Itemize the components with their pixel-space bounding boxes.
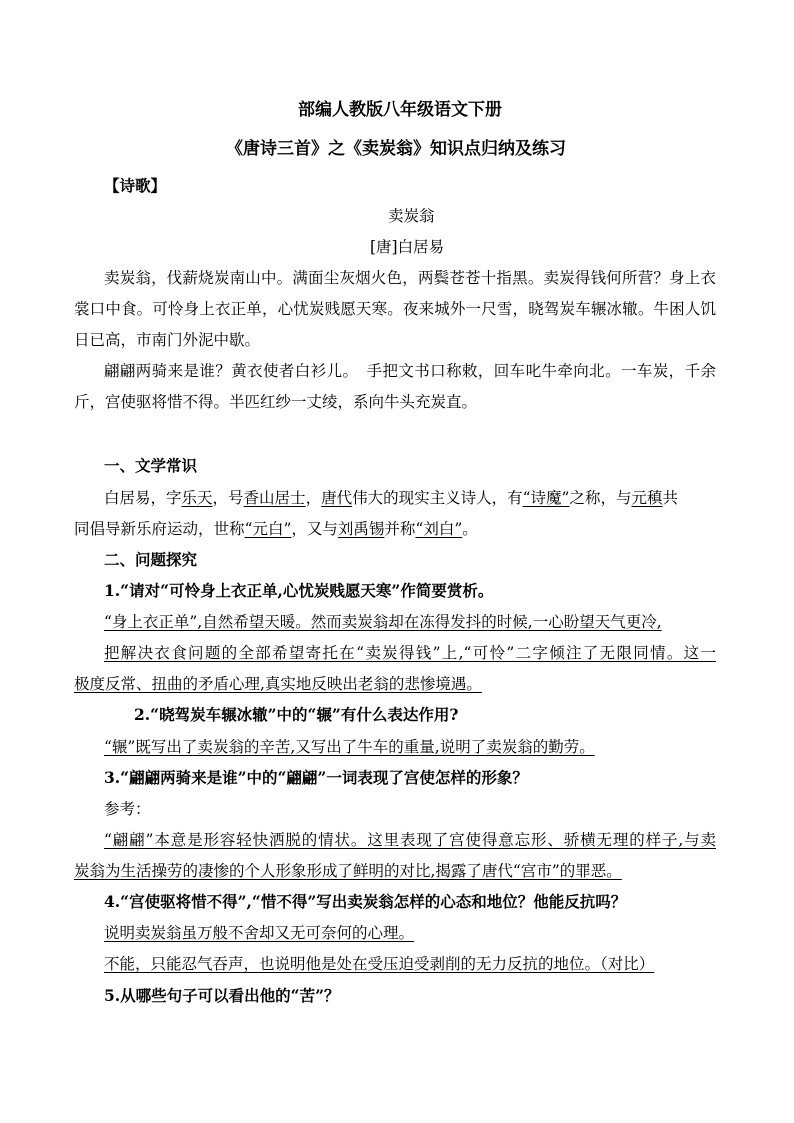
- doc-title: 部编人教版八年级语文下册: [298, 100, 502, 120]
- text-run: ，号: [212, 489, 244, 507]
- text-run: 白居易，字: [104, 489, 182, 507]
- text-run: 。: [462, 520, 478, 538]
- poem-title: 卖炭翁: [388, 207, 435, 225]
- poem-line: 卖炭翁，伐薪烧炭南山中。满面尘灰烟火色，两鬓苍苍十指黑。卖炭得钱何所营？身上衣: [104, 269, 716, 287]
- answer-blank: 唐代: [321, 489, 353, 507]
- answer-1-line: 把解决衣食问题的全部希望寄托在“卖炭得钱”上,“可怜”二字倾注了无限同情。这一: [104, 644, 716, 662]
- answer-blank: “刘白”: [415, 520, 463, 538]
- section-2-heading: 二、问题探究: [104, 550, 198, 569]
- answer-blank: 刘禹锡: [337, 520, 385, 538]
- answer-4-line: 不能，只能忍气吞声，也说明他是处在受压迫受剥削的无力反抗的地位。（对比）: [104, 955, 655, 973]
- answer-blank: “元白”: [244, 520, 292, 538]
- answer-3-line: 炭翁为生活操劳的凄惨的个人形象形成了鲜明的对比,揭露了唐代“宫市”的罪恶。: [74, 862, 622, 880]
- question-1: 1.“请对“可怜身上衣正单,心忧炭贱愿天寒”作简要赏析。: [104, 581, 494, 600]
- question-4: 4.“宫使驱将惜不得”,“惜不得”写出卖炭翁怎样的心态和地位？他能反抗吗？: [104, 892, 627, 911]
- doc-subtitle: 《唐诗三首》之《卖炭翁》知识点归纳及练习: [226, 139, 566, 159]
- text-run: 共: [662, 489, 679, 507]
- answer-4-line: 说明卖炭翁虽万般不舍却又无可奈何的心理。: [104, 924, 415, 942]
- question-5: 5.从哪些句子可以看出他的“苦”？: [104, 986, 340, 1005]
- poem-author: [唐]白居易: [370, 238, 445, 256]
- answer-blank: 香山居士: [243, 489, 306, 507]
- section-1-heading: 一、文学常识: [104, 456, 198, 475]
- text-run: 伟大的现实主义诗人，有: [352, 489, 523, 507]
- literary-knowledge-line: [104, 488, 678, 508]
- text-run: ，又与: [291, 520, 338, 538]
- answer-blank: “诗魔”: [522, 489, 570, 507]
- poem-line: 翩翩两骑来是谁？黄衣使者白衫儿。 手把文书口称敕，回车叱牛牵向北。一车炭，千余: [104, 362, 716, 380]
- answer-1-line: “身上衣正单”,自然希望天暖。然而卖炭翁却在冻得发抖的时候,一心盼望天气更冷,: [104, 613, 662, 631]
- answer-blank: 乐天: [181, 489, 213, 507]
- answer-2: “辗”既写出了卖炭翁的辛苦,又写出了牛车的重量,说明了卖炭翁的勤劳。: [104, 738, 595, 756]
- answer-blank: 元稹: [631, 489, 663, 507]
- answer-1-line: 极度反常、扭曲的矛盾心理,真实地反映出老翁的悲惨境遇。: [74, 675, 482, 693]
- poem-line: 日已高，市南门外泥中歇。: [74, 331, 261, 349]
- text-run: 之称，与: [569, 489, 632, 507]
- question-2: 2.“晓驾炭车辗冰辙”中的“辗”有什么表达作用?: [134, 705, 459, 724]
- text-run: ，: [305, 489, 322, 507]
- text-run: 并称: [384, 520, 416, 538]
- literary-knowledge-line: [74, 519, 478, 539]
- poem-line: 斤，宫使驱将惜不得。半匹红纱一丈绫，系向牛头充炭直。: [74, 393, 478, 411]
- text-run: 同倡导新乐府运动，世称: [74, 520, 245, 538]
- answer-3-line: “翩翩”本意是形容轻快洒脱的情状。这里表现了宫使得意忘形、骄横无理的样子,与卖: [104, 831, 716, 849]
- reference-label: 参考：: [104, 800, 151, 818]
- question-3: 3.“翩翩两骑来是谁”中的“翩翩”一词表现了宫使怎样的形象？: [104, 768, 528, 787]
- section-poem-heading: 【诗歌】: [104, 176, 167, 195]
- poem-line: 裳口中食。可怜身上衣正单，心忧炭贱愿天寒。夜来城外一尺雪，晓驾炭车辗冰辙。牛困人饥: [74, 300, 716, 318]
